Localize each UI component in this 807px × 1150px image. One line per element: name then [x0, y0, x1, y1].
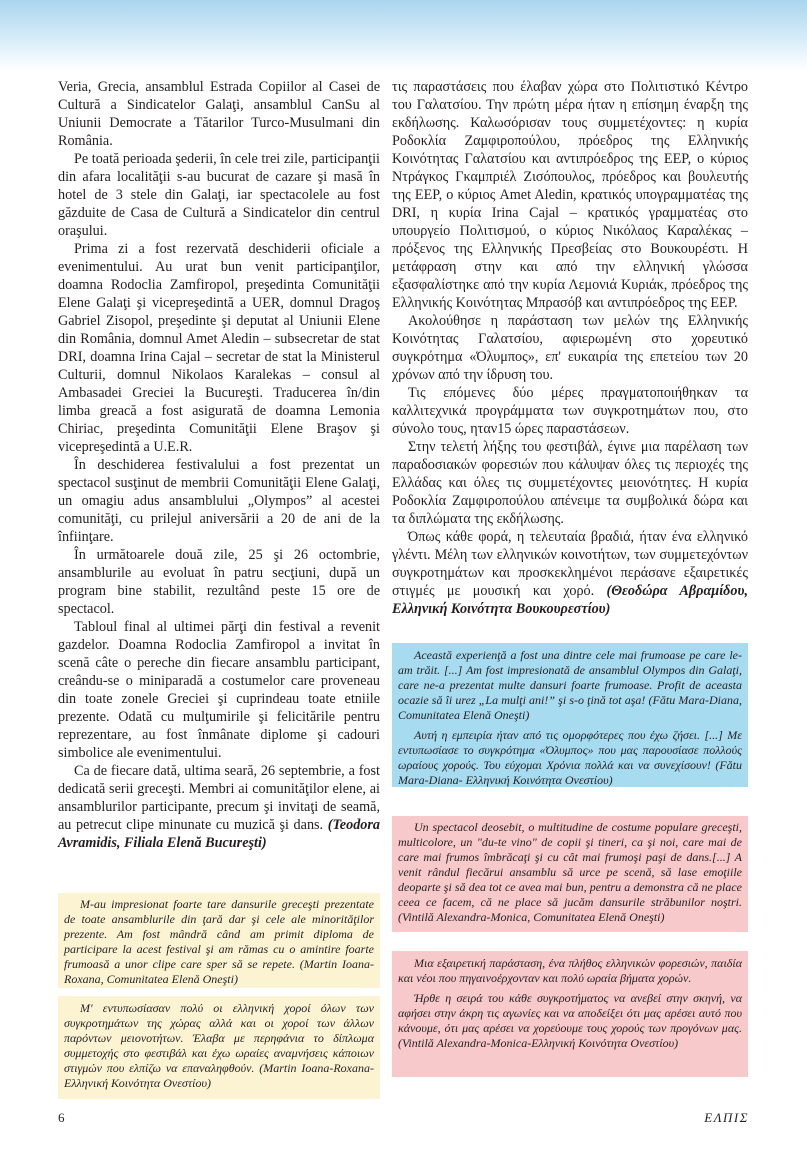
testimonial-text: M-au impresionat foarte tare dansurile greceşti prezentate de toate ansamblurile din ţară dar şi cele ale minorităţilor prezente. Am fost mândră când am primit diploma de participare la acest festival şi am rămas cu o amintire foarte frumoasă a unor clipe care sper să se repete. (Martin Ioana-Roxana, Comunitatea Elenă Oneşti)	[64, 897, 374, 986]
testimonial-text: Μια εξαιρετική παράσταση, ένα πλήθος ελληνικών φορεσιών, παιδία και νέοι που πηγαινοέρχονταν και πολύ ωραία βήματα χορών.	[398, 956, 742, 985]
testimonial-text: Ήρθε η σειρά του κάθε συγκροτήματος να ανεβεί στην σκηνή, να αφήσει στην άκρη τις αγωνίες και να αποδείξει ότι μας αρέσει αυτό που κάνουμε, ότι μας αρέσει να χορεύουμε τους χορούς των προγόνων μας. (Vintilă Alexandra-Monica-Ελληνική Κοινότητα Ονεστίου)	[398, 991, 742, 1050]
left-column-romanian	[58, 78, 380, 852]
testimonial-box-greek-yellow	[58, 996, 380, 1099]
paragraph: Τις επόμενες δύο μέρες πραγματοποιήθηκαν τα καλλιτεχνικά προγράμματα των συγκροτημάτων που, στο σύνολο τους, ηταν15 ώρες παραστάσεων.	[392, 385, 748, 437]
testimonial-text: Această experienţă a fost una dintre cele mai frumoase pe care le-am trăit. [...] Am fost impresionată de ansamblul Olympos din Galaţi, care ne-a prezentat multe dansuri foarte frumoase. Profit de aceasta ocazie să îi urez „La mulţi ani!” şi s-o ţină tot aşa! (Fătu Mara-Diana, Comunitatea Elenă Oneşti)	[398, 648, 742, 722]
paragraph: În deschiderea festivalului a fost prezentat un spectacol susţinut de membrii Comunităţii Elene Galaţi, un omagiu adus ansamblului „Olympos” al acestei comunităţi, cu prilejul aniversării a 20 de ani de la înfiinţare.	[58, 457, 380, 545]
paragraph: Veria, Grecia, ansamblul Estrada Copiilor al Casei de Cultură a Sindicatelor Galaţi, ansamblul CanSu al Uniunii Democrate a Tătarilor Turco-Musulmani din România.	[58, 79, 380, 149]
testimonial-text: Un spectacol deosebit, o multitudine de costume populare greceşti, multicolore, un "du-te vino" de copii şi tineri, ca şi noi, care mai de care mai frumos îmbrăcaţi şi cu cât mai frumoşi paşi de dans.[...] A venit rândul fiecărui ansamblu să urce pe scenă, să lase emoţiile deoparte şi să dea tot ce avea mai bun, pentru a demonstra că ne place ceea ce facem, că ne place să jucăm dansurile străbunilor noştri. (Vintilă Alexandra-Monica, Comunitatea Elenă Oneşti)	[398, 820, 742, 924]
paragraph: τις παραστάσεις που έλαβαν χώρα στο Πολιτιστικό Κέντρο του Γαλατσίου. Την πρώτη μέρα ήταν η επίσημη έναρξη της εκδήλωσης. Καλωσόρισαν τους συμμετέχοντες: η κυρία Ροδοκλία Ζαμφιροπούλου, πρόεδρος της Ελληνικής Κοινότητας Γαλατσίου και αντιπρόεδρος της ΕΕΡ, ο κύριος Ντράγκος Γκαμπριέλ Ζισόπουλος, πρόεδρος και βουλευτής της ΕΕΡ, ο κύριος Amet Aledin, κρατικός υπογραμματέας της DRI, η κυρία Irina Cajal – κρατικός γραμματέας στο υπουργείο Πολιτισμού, ο κύριος Νικόλαος Καραλέκας – πρόξενος της Ελληνικής Πρεσβείας στο Βουκουρέστι. Η μετάφραση στην και από την ελληνική γλώσσα εξασφαλίστηκε από την κυρία Λεμονιά Κυριάκ, πρόεδρος της Ελληνικής Κοινότητας Μπρασόβ και αντιπρόεδρος της ΕΕΡ.	[392, 79, 748, 311]
testimonial-text: Μ' εντυπωσίασαν πολύ οι ελληνική χοροί όλων των συγκροτημάτων της χώρας αλλά και οι χοροί των άλλων παρόντων μειονοτήτων. Έλαβα με περηφάνια το δίπλωμα συμμετοχής στο φεστιβάλ και έχω ωραίες αναμνήσεις κάποιων στιγμών που ελπίζω να επαναληφθούν. (Martin Ioana-Roxana- Ελληνική Κοινότητα Ονεστίου)	[64, 1001, 374, 1090]
testimonial-box-romanian-pink	[392, 816, 748, 932]
author-signature: (Θεοδώρα Αβραμίδου, Ελληνική Κοινότητα Βουκουρεστίου)	[392, 583, 748, 617]
testimonial-box-greek-pink	[392, 951, 748, 1077]
testimonial-text: Αυτή η εμπειρία ήταν από τις ομορφότερες που έχω ζήσει. [...] Με εντυπωσίασε το συγκρότημα «Όλυμπος» που μας παρουσίασε πολλούς ωραίους χορούς. Του εύχομαι Χρόνια πολλά και να συνεχίσουν! (Fătu Mara-Diana- Ελληνική Κοινότητα Ονεστίου)	[398, 728, 742, 787]
paragraph: Pe toată perioada şederii, în cele trei zile, participanţii din afara localităţii s-au bucurat de cazare şi masă în hotel de 3 stele din Galaţi, iar spectacolele au fost găzduite de Casa de Cultură a Sindicatelor din centrul oraşului.	[58, 151, 380, 239]
magazine-name: ΕΛΠΙΣ	[704, 1110, 749, 1125]
page-number: 6	[58, 1110, 65, 1125]
paragraph: Στην τελετή λήξης του φεστιβάλ, έγινε μια παρέλαση των παραδοσιακών φορεσιών που κάλυψαν όλες τις περιοχές της Ελλάδας και όλες τις συμμετέχοντες μειονότητες. Η κυρία Ροδοκλία Ζαμφιροπούλου απένειμε τα συμβολικά δώρα και τα διπλώματα της εκδήλωσης.	[392, 439, 748, 527]
paragraph: Tabloul final al ultimei părţi din festival a revenit gazdelor. Doamna Rodoclia Zamfiropol a invitat în scenă câte o pereche din fiecare ansamblu participant, creându-se o miniparadă a costumelor care proveneau din toate zonele Greciei şi cuprindeau toate etniile prezente. Odată cu mulţumirile şi felicitările pentru reprezentare, au fost înmânate diplome şi cadouri simbolice ale evenimentului.	[58, 619, 380, 761]
author-signature: (Teodora Avramidis, Filiala Elenă Bucureşti)	[58, 817, 380, 851]
right-column-greek	[392, 78, 748, 618]
paragraph: Όπως κάθε φορά, η τελευταία βραδιά, ήταν ένα ελληνικό γλέντι. Μέλη των ελληνικών κοινοτήτων, των συμμετεχόντων συγκροτημάτων και προσκεκλημένοι περάσανε εξαιρετικές στιγμές με μουσική και χορό. (Θεοδώρα Αβραμίδου, Ελληνική Κοινότητα Βουκουρεστίου)	[392, 529, 748, 617]
paragraph: Ca de fiecare dată, ultima seară, 26 septembrie, a fost dedicată serii greceşti. Membri ai comunităţilor elene, ai ansamblurilor participante, precum şi invitaţi de seamă, au petrecut clipe minunate cu muzică şi dans. (Teodora Avramidis, Filiala Elenă Bucureşti)	[58, 763, 380, 851]
paragraph: În următoarele două zile, 25 şi 26 octombrie, ansamblurile au evoluat în patru secţiuni, după un program bine stabilit, rezultând peste 15 ore de spectacol.	[58, 547, 380, 617]
testimonial-box-cyan	[392, 643, 748, 787]
testimonial-box-romanian-yellow	[58, 893, 380, 988]
top-gradient-band	[0, 0, 807, 70]
paragraph: Prima zi a fost rezervată deschiderii oficiale a evenimentului. Au urat bun venit participanţilor, doamna Rodoclia Zamfiropol, preşedinta Comunităţii Elene Galaţi şi vicepreşedintă a UER, domnul Dragoş Gabriel Zisopol, preşedinte şi deputat al Uniunii Elene din România, domnul Amet Aledin – subsecretar de stat DRI, doamna Irina Cajal – secretar de stat la Ministerul Culturii, domnul Nikolaos Karalekas – consul al Ambasadei Greciei la Bucureşti. Traducerea în/din limba greacă a fost asigurată de doamna Lemonia Chiriac, preşedinta Comunităţii Elene Braşov şi vicepreşedintă a U.E.R.	[58, 241, 380, 455]
paragraph: Ακολούθησε η παράσταση των μελών της Ελληνικής Κοινότητας Γαλατσίου, αφιερωμένη στο χορευτικό συγκρότημα «Όλυμπος», επ' ευκαιρία της επετείου των 20 χρόνων από την ίδρυση του.	[392, 313, 748, 383]
